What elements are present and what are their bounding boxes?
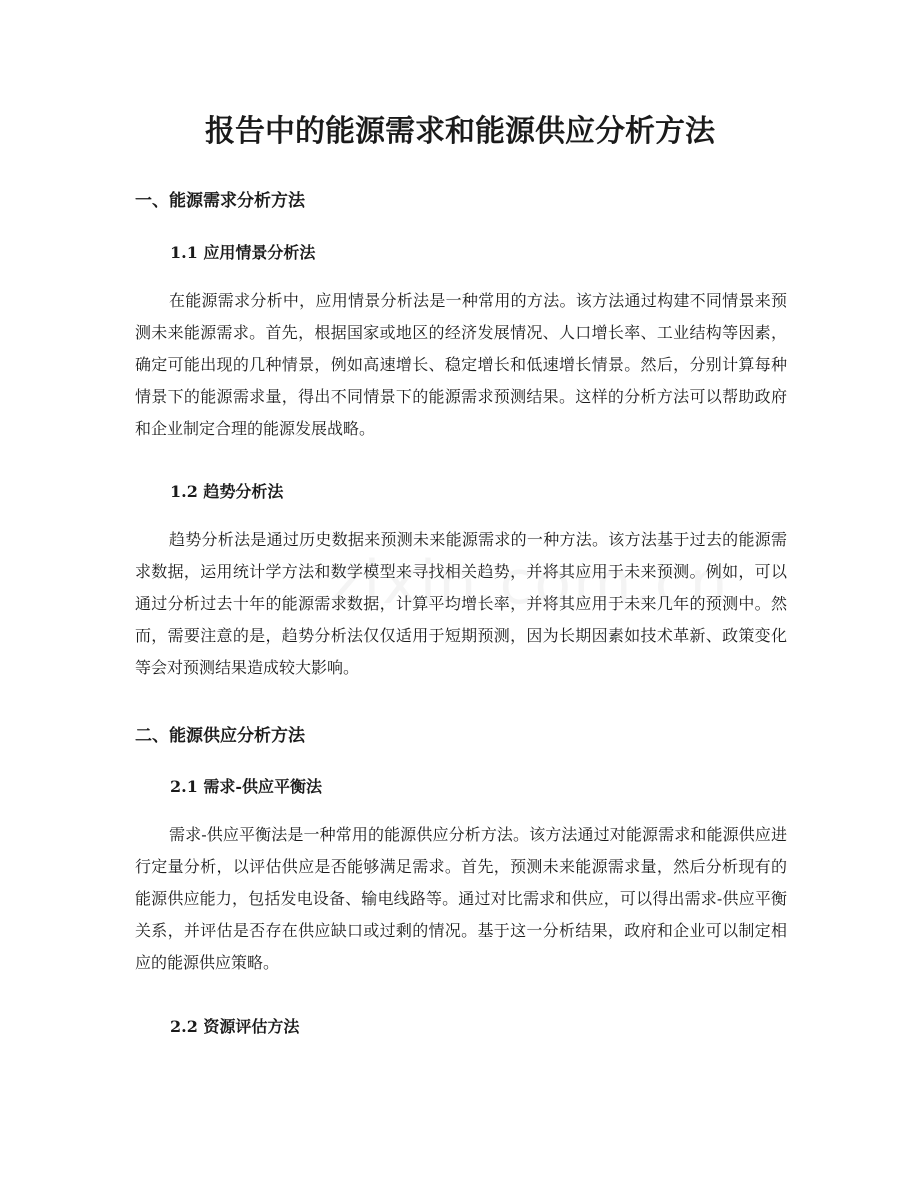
section-heading-demand: 一、能源需求分析方法: [135, 191, 305, 211]
paragraph-scenario-analysis: 在能源需求分析中，应用情景分析法是一种常用的方法。该方法通过构建不同情景来预测未来能源需求。首先，根据国家或地区的经济发展情况、人口增长率、工业结构等因素，确定可能出现的几种情景，例如高速增长、稳定增长和低速增长情景。然后，分别计算每种情景下的能源需求量，得出不同情景下的能源需求预测结果。这样的分析方法可以帮助政府和企业制定合理的能源发展战略。: [135, 291, 787, 438]
paragraph-trend-analysis: 趋势分析法是通过历史数据来预测未来能源需求的一种方法。该方法基于过去的能源需求数据，运用统计学方法和数学模型来寻找相关趋势，并将其应用于未来预测。例如，可以通过分析过去十年的能源需求数据，计算平均增长率，并将其应用于未来几年的预测中。然而，需要注意的是，趋势分析法仅仅适用于短期预测，因为长期因素如技术革新、政策变化等会对预测结果造成较大影响。: [135, 530, 787, 677]
subsection-heading-2-2: 2.2 资源评估方法: [170, 1017, 300, 1036]
subsection-heading-1-1: 1.1 应用情景分析法: [170, 243, 316, 262]
section-heading-supply: 二、能源供应分析方法: [135, 726, 305, 746]
subsection-heading-2-1: 2.1 需求-供应平衡法: [170, 777, 323, 796]
subsection-heading-1-2: 1.2 趋势分析法: [170, 482, 284, 501]
page-title: 报告中的能源需求和能源供应分析方法: [205, 114, 715, 149]
paragraph-supply-demand-balance: 需求-供应平衡法是一种常用的能源供应分析方法。该方法通过对能源需求和能源供应进行定量分析，以评估供应是否能够满足需求。首先，预测未来能源需求量，然后分析现有的能源供应能力，包括发电设备、输电线路等。通过对比需求和供应，可以得出需求-供应平衡关系，并评估是否存在供应缺口或过剩的情况。基于这一分析结果，政府和企业可以制定相应的能源供应策略。: [135, 825, 787, 972]
